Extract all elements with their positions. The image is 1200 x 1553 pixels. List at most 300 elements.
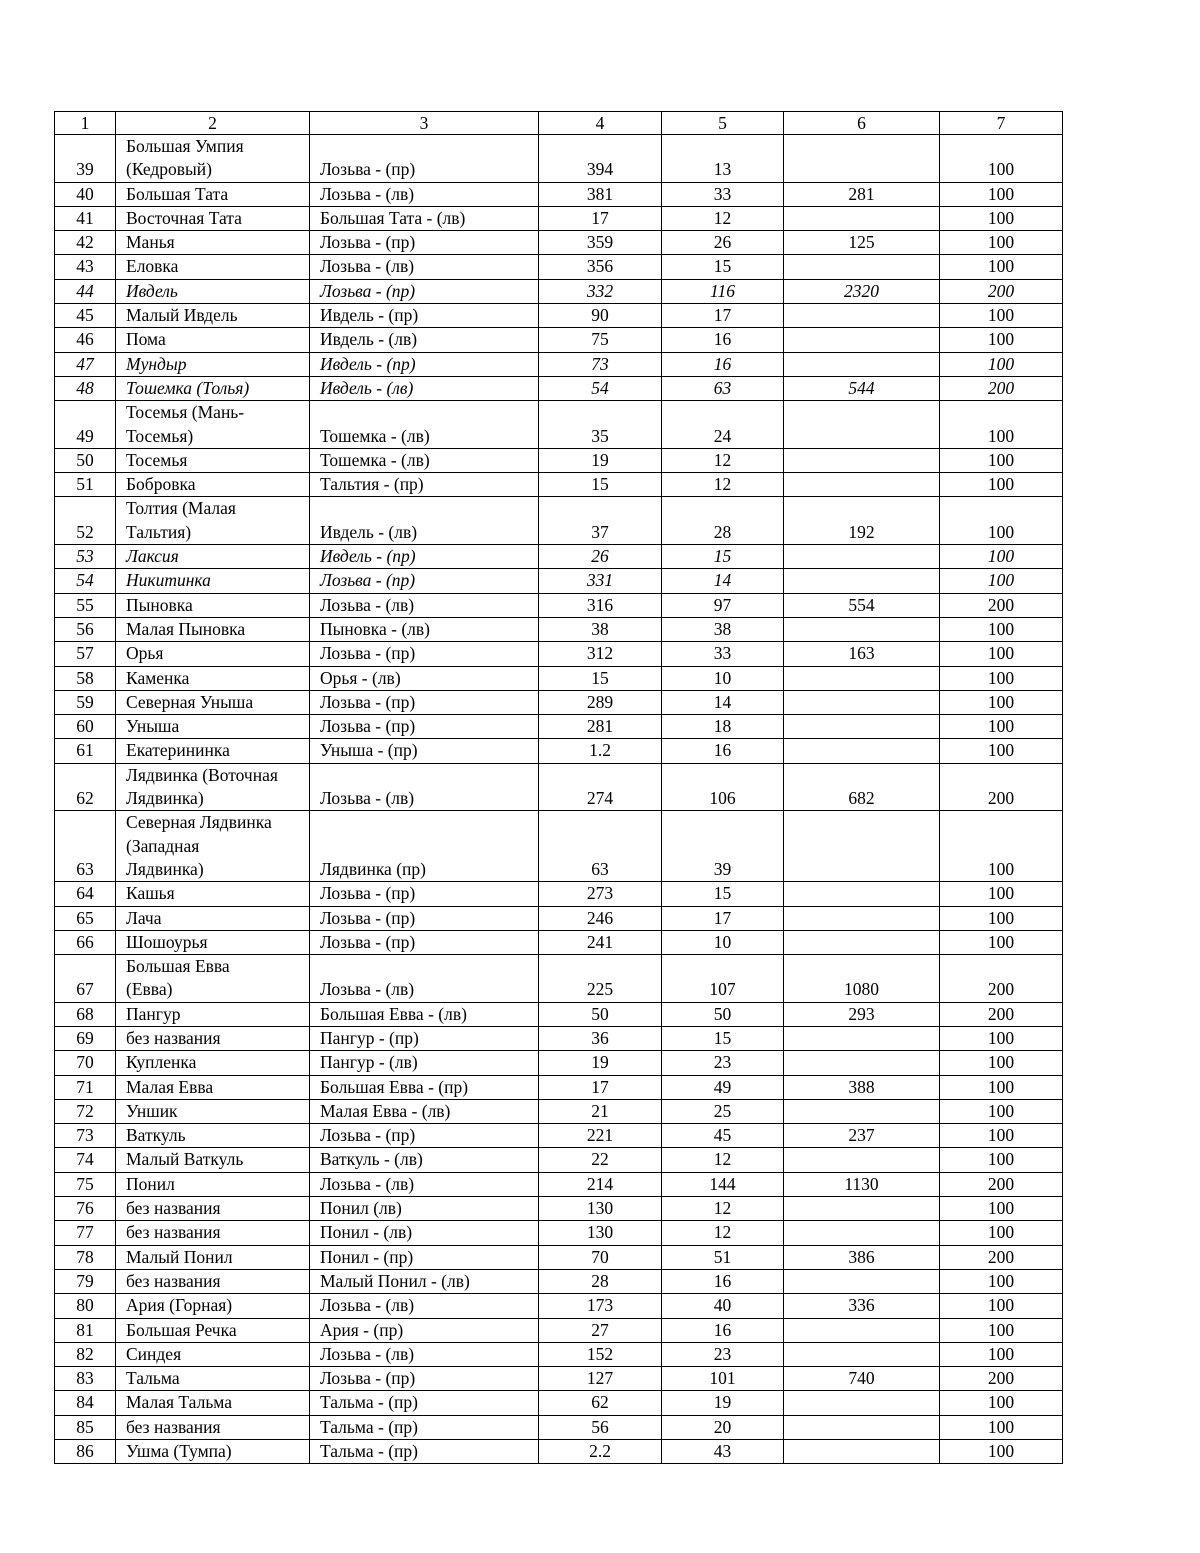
mouth-location-cell: Малая Евва - (лв) xyxy=(310,1099,539,1123)
area-cell: 388 xyxy=(784,1075,940,1099)
zone-width-cell: 100 xyxy=(940,739,1063,763)
zone-width-cell: 100 xyxy=(940,473,1063,497)
area-cell: 237 xyxy=(784,1124,940,1148)
zone-width-cell: 100 xyxy=(940,1415,1063,1439)
table-row xyxy=(55,376,1063,400)
river-name-cell: Тошемка (Толья) xyxy=(116,376,310,400)
mouth-location-cell: Лозьва - (лв) xyxy=(310,1172,539,1196)
mouth-location-cell: Лозьва - (пр) xyxy=(310,882,539,906)
mouth-location-cell: Лядвинка (пр) xyxy=(310,811,539,882)
river-name-cell: Уныша xyxy=(116,715,310,739)
zone-width-cell: 100 xyxy=(940,1026,1063,1050)
mouth-location-cell: Ивдель - (пр) xyxy=(310,304,539,328)
row-number-cell: 47 xyxy=(55,352,116,376)
length-cell: 16 xyxy=(662,1269,784,1293)
area-cell: 336 xyxy=(784,1294,940,1318)
river-name-cell: Малая Евва xyxy=(116,1075,310,1099)
table-row xyxy=(55,1026,1063,1050)
river-name-cell: Большая Умпия (Кедровый) xyxy=(116,135,310,183)
table-row xyxy=(55,304,1063,328)
length-cell: 12 xyxy=(662,206,784,230)
length-cell: 106 xyxy=(662,763,784,811)
mouth-location-cell: Ария - (пр) xyxy=(310,1318,539,1342)
area-cell: 544 xyxy=(784,376,940,400)
distance-cell: 54 xyxy=(539,376,662,400)
zone-width-cell: 100 xyxy=(940,135,1063,183)
mouth-location-cell: Тальма - (пр) xyxy=(310,1415,539,1439)
table-row xyxy=(55,1391,1063,1415)
row-number-cell: 79 xyxy=(55,1269,116,1293)
area-cell xyxy=(784,352,940,376)
length-cell: 15 xyxy=(662,1026,784,1050)
column-header: 5 xyxy=(662,112,784,135)
table-row xyxy=(55,763,1063,811)
table-row xyxy=(55,352,1063,376)
zone-width-cell: 100 xyxy=(940,231,1063,255)
river-name-cell: Кашья xyxy=(116,882,310,906)
area-cell: 682 xyxy=(784,763,940,811)
distance-cell: 27 xyxy=(539,1318,662,1342)
river-name-cell: Малый Ваткуль xyxy=(116,1148,310,1172)
table-row xyxy=(55,1440,1063,1464)
mouth-location-cell: Лозьва - (лв) xyxy=(310,593,539,617)
zone-width-cell: 100 xyxy=(940,182,1063,206)
mouth-location-cell: Большая Тата - (лв) xyxy=(310,206,539,230)
area-cell: 386 xyxy=(784,1245,940,1269)
zone-width-cell: 100 xyxy=(940,715,1063,739)
table-row xyxy=(55,1367,1063,1391)
mouth-location-cell: Лозьва - (лв) xyxy=(310,1294,539,1318)
area-cell xyxy=(784,1148,940,1172)
river-name-cell: Малый Понил xyxy=(116,1245,310,1269)
mouth-location-cell: Большая Евва - (пр) xyxy=(310,1075,539,1099)
length-cell: 101 xyxy=(662,1367,784,1391)
distance-cell: 38 xyxy=(539,617,662,641)
table-row xyxy=(55,1245,1063,1269)
table-row xyxy=(55,1124,1063,1148)
distance-cell: 17 xyxy=(539,1075,662,1099)
mouth-location-cell: Лозьва - (пр) xyxy=(310,1124,539,1148)
area-cell: 2320 xyxy=(784,279,940,303)
mouth-location-cell: Лозьва - (лв) xyxy=(310,955,539,1003)
river-name-cell: Тосемья (Мань- Тосемья) xyxy=(116,401,310,449)
zone-width-cell: 100 xyxy=(940,304,1063,328)
table-row xyxy=(55,690,1063,714)
length-cell: 97 xyxy=(662,593,784,617)
area-cell xyxy=(784,569,940,593)
area-cell xyxy=(784,206,940,230)
row-number-cell: 41 xyxy=(55,206,116,230)
distance-cell: 173 xyxy=(539,1294,662,1318)
area-cell xyxy=(784,811,940,882)
river-name-cell: Восточная Тата xyxy=(116,206,310,230)
mouth-location-cell: Лозьва - (пр) xyxy=(310,569,539,593)
river-name-cell: Пыновка xyxy=(116,593,310,617)
row-number-cell: 62 xyxy=(55,763,116,811)
length-cell: 51 xyxy=(662,1245,784,1269)
length-cell: 18 xyxy=(662,715,784,739)
table-row xyxy=(55,1172,1063,1196)
length-cell: 17 xyxy=(662,304,784,328)
table-row xyxy=(55,569,1063,593)
length-cell: 26 xyxy=(662,231,784,255)
distance-cell: 19 xyxy=(539,1051,662,1075)
length-cell: 12 xyxy=(662,1148,784,1172)
table-row xyxy=(55,617,1063,641)
row-number-cell: 43 xyxy=(55,255,116,279)
row-number-cell: 42 xyxy=(55,231,116,255)
row-number-cell: 58 xyxy=(55,666,116,690)
mouth-location-cell: Лозьва - (лв) xyxy=(310,255,539,279)
row-number-cell: 75 xyxy=(55,1172,116,1196)
area-cell: 163 xyxy=(784,642,940,666)
distance-cell: 130 xyxy=(539,1197,662,1221)
length-cell: 12 xyxy=(662,1221,784,1245)
header-row xyxy=(55,112,1063,135)
column-header: 2 xyxy=(116,112,310,135)
zone-width-cell: 100 xyxy=(940,1294,1063,1318)
table-row xyxy=(55,135,1063,183)
area-cell xyxy=(784,1318,940,1342)
row-number-cell: 72 xyxy=(55,1099,116,1123)
row-number-cell: 60 xyxy=(55,715,116,739)
mouth-location-cell: Лозьва - (лв) xyxy=(310,763,539,811)
river-name-cell: Лаксия xyxy=(116,545,310,569)
row-number-cell: 65 xyxy=(55,906,116,930)
length-cell: 15 xyxy=(662,882,784,906)
table-row xyxy=(55,1051,1063,1075)
mouth-location-cell: Лозьва - (пр) xyxy=(310,1367,539,1391)
distance-cell: 316 xyxy=(539,593,662,617)
area-cell xyxy=(784,1342,940,1366)
row-number-cell: 78 xyxy=(55,1245,116,1269)
length-cell: 116 xyxy=(662,279,784,303)
table-row xyxy=(55,231,1063,255)
mouth-location-cell: Ивдель - (лв) xyxy=(310,497,539,545)
area-cell: 554 xyxy=(784,593,940,617)
length-cell: 14 xyxy=(662,690,784,714)
river-name-cell: Ивдель xyxy=(116,279,310,303)
row-number-cell: 81 xyxy=(55,1318,116,1342)
mouth-location-cell: Понил - (лв) xyxy=(310,1221,539,1245)
mouth-location-cell: Ивдель - (лв) xyxy=(310,376,539,400)
row-number-cell: 83 xyxy=(55,1367,116,1391)
river-name-cell: без названия xyxy=(116,1221,310,1245)
distance-cell: 35 xyxy=(539,401,662,449)
zone-width-cell: 100 xyxy=(940,1075,1063,1099)
length-cell: 10 xyxy=(662,666,784,690)
zone-width-cell: 100 xyxy=(940,1197,1063,1221)
distance-cell: 394 xyxy=(539,135,662,183)
length-cell: 63 xyxy=(662,376,784,400)
mouth-location-cell: Большая Евва - (лв) xyxy=(310,1002,539,1026)
distance-cell: 225 xyxy=(539,955,662,1003)
zone-width-cell: 100 xyxy=(940,448,1063,472)
area-cell xyxy=(784,906,940,930)
river-name-cell: Северная Лядвинка (Западная Лядвинка) xyxy=(116,811,310,882)
river-name-cell: без названия xyxy=(116,1197,310,1221)
zone-width-cell: 100 xyxy=(940,811,1063,882)
area-cell xyxy=(784,1051,940,1075)
row-number-cell: 67 xyxy=(55,955,116,1003)
mouth-location-cell: Тальма - (пр) xyxy=(310,1391,539,1415)
river-name-cell: Лача xyxy=(116,906,310,930)
mouth-location-cell: Лозьва - (пр) xyxy=(310,715,539,739)
zone-width-cell: 100 xyxy=(940,1318,1063,1342)
row-number-cell: 56 xyxy=(55,617,116,641)
table-row xyxy=(55,955,1063,1003)
zone-width-cell: 100 xyxy=(940,690,1063,714)
zone-width-cell: 100 xyxy=(940,882,1063,906)
table-row xyxy=(55,666,1063,690)
zone-width-cell: 200 xyxy=(940,1245,1063,1269)
table-row xyxy=(55,906,1063,930)
length-cell: 38 xyxy=(662,617,784,641)
table-row xyxy=(55,206,1063,230)
river-name-cell: Малая Пыновка xyxy=(116,617,310,641)
length-cell: 28 xyxy=(662,497,784,545)
mouth-location-cell: Ивдель - (пр) xyxy=(310,352,539,376)
length-cell: 15 xyxy=(662,255,784,279)
table-row xyxy=(55,1269,1063,1293)
row-number-cell: 84 xyxy=(55,1391,116,1415)
length-cell: 14 xyxy=(662,569,784,593)
column-header: 1 xyxy=(55,112,116,135)
table-row xyxy=(55,811,1063,882)
table-row xyxy=(55,1415,1063,1439)
area-cell: 125 xyxy=(784,231,940,255)
river-name-cell: Еловка xyxy=(116,255,310,279)
area-cell xyxy=(784,401,940,449)
river-name-cell: Толтия (Малая Тальтия) xyxy=(116,497,310,545)
area-cell: 281 xyxy=(784,182,940,206)
table-row xyxy=(55,1221,1063,1245)
area-cell xyxy=(784,690,940,714)
row-number-cell: 74 xyxy=(55,1148,116,1172)
table-row xyxy=(55,1075,1063,1099)
zone-width-cell: 100 xyxy=(940,1148,1063,1172)
distance-cell: 26 xyxy=(539,545,662,569)
zone-width-cell: 200 xyxy=(940,593,1063,617)
row-number-cell: 73 xyxy=(55,1124,116,1148)
table-row xyxy=(55,545,1063,569)
river-name-cell: Никитинка xyxy=(116,569,310,593)
table-row xyxy=(55,1318,1063,1342)
table-row xyxy=(55,642,1063,666)
table-body xyxy=(55,135,1063,1464)
row-number-cell: 77 xyxy=(55,1221,116,1245)
table-row xyxy=(55,448,1063,472)
length-cell: 13 xyxy=(662,135,784,183)
table-row xyxy=(55,473,1063,497)
distance-cell: 28 xyxy=(539,1269,662,1293)
river-name-cell: Купленка xyxy=(116,1051,310,1075)
river-name-cell: Ария (Горная) xyxy=(116,1294,310,1318)
row-number-cell: 66 xyxy=(55,930,116,954)
mouth-location-cell: Тошемка - (лв) xyxy=(310,448,539,472)
zone-width-cell: 100 xyxy=(940,1440,1063,1464)
area-cell xyxy=(784,666,940,690)
distance-cell: 37 xyxy=(539,497,662,545)
mouth-location-cell: Пангур - (лв) xyxy=(310,1051,539,1075)
length-cell: 16 xyxy=(662,352,784,376)
mouth-location-cell: Понил - (пр) xyxy=(310,1245,539,1269)
area-cell xyxy=(784,1415,940,1439)
length-cell: 25 xyxy=(662,1099,784,1123)
distance-cell: 274 xyxy=(539,763,662,811)
distance-cell: 36 xyxy=(539,1026,662,1050)
mouth-location-cell: Понил (лв) xyxy=(310,1197,539,1221)
row-number-cell: 64 xyxy=(55,882,116,906)
length-cell: 17 xyxy=(662,906,784,930)
area-cell: 1080 xyxy=(784,955,940,1003)
mouth-location-cell: Уныша - (пр) xyxy=(310,739,539,763)
row-number-cell: 44 xyxy=(55,279,116,303)
length-cell: 33 xyxy=(662,182,784,206)
row-number-cell: 70 xyxy=(55,1051,116,1075)
distance-cell: 73 xyxy=(539,352,662,376)
river-data-table xyxy=(54,111,1063,1464)
distance-cell: 19 xyxy=(539,448,662,472)
distance-cell: 15 xyxy=(539,666,662,690)
length-cell: 107 xyxy=(662,955,784,1003)
zone-width-cell: 100 xyxy=(940,497,1063,545)
row-number-cell: 50 xyxy=(55,448,116,472)
length-cell: 45 xyxy=(662,1124,784,1148)
zone-width-cell: 200 xyxy=(940,1002,1063,1026)
area-cell xyxy=(784,473,940,497)
mouth-location-cell: Лозьва - (пр) xyxy=(310,231,539,255)
distance-cell: 359 xyxy=(539,231,662,255)
row-number-cell: 69 xyxy=(55,1026,116,1050)
area-cell xyxy=(784,545,940,569)
distance-cell: 70 xyxy=(539,1245,662,1269)
row-number-cell: 71 xyxy=(55,1075,116,1099)
area-cell xyxy=(784,882,940,906)
river-name-cell: Ушма (Тумпа) xyxy=(116,1440,310,1464)
zone-width-cell: 100 xyxy=(940,930,1063,954)
area-cell xyxy=(784,255,940,279)
length-cell: 12 xyxy=(662,473,784,497)
table-row xyxy=(55,182,1063,206)
river-name-cell: Пома xyxy=(116,328,310,352)
river-name-cell: Орья xyxy=(116,642,310,666)
row-number-cell: 86 xyxy=(55,1440,116,1464)
river-name-cell: Манья xyxy=(116,231,310,255)
area-cell xyxy=(784,328,940,352)
distance-cell: 241 xyxy=(539,930,662,954)
row-number-cell: 63 xyxy=(55,811,116,882)
river-name-cell: Бобровка xyxy=(116,473,310,497)
zone-width-cell: 200 xyxy=(940,1172,1063,1196)
row-number-cell: 55 xyxy=(55,593,116,617)
row-number-cell: 59 xyxy=(55,690,116,714)
area-cell xyxy=(784,1221,940,1245)
mouth-location-cell: Лозьва - (пр) xyxy=(310,135,539,183)
mouth-location-cell: Тошемка - (лв) xyxy=(310,401,539,449)
area-cell xyxy=(784,1197,940,1221)
column-header: 4 xyxy=(539,112,662,135)
river-name-cell: Лядвинка (Воточная Лядвинка) xyxy=(116,763,310,811)
area-cell: 740 xyxy=(784,1367,940,1391)
distance-cell: 75 xyxy=(539,328,662,352)
length-cell: 43 xyxy=(662,1440,784,1464)
area-cell xyxy=(784,1099,940,1123)
river-name-cell: Понил xyxy=(116,1172,310,1196)
length-cell: 12 xyxy=(662,448,784,472)
mouth-location-cell: Малый Понил - (лв) xyxy=(310,1269,539,1293)
zone-width-cell: 100 xyxy=(940,1051,1063,1075)
river-name-cell: Пангур xyxy=(116,1002,310,1026)
distance-cell: 289 xyxy=(539,690,662,714)
river-name-cell: Северная Уныша xyxy=(116,690,310,714)
distance-cell: 246 xyxy=(539,906,662,930)
zone-width-cell: 200 xyxy=(940,376,1063,400)
zone-width-cell: 100 xyxy=(940,401,1063,449)
area-cell: 1130 xyxy=(784,1172,940,1196)
mouth-location-cell: Лозьва - (пр) xyxy=(310,642,539,666)
distance-cell: 17 xyxy=(539,206,662,230)
zone-width-cell: 100 xyxy=(940,255,1063,279)
river-name-cell: Екатерининка xyxy=(116,739,310,763)
zone-width-cell: 100 xyxy=(940,1124,1063,1148)
table-row xyxy=(55,715,1063,739)
row-number-cell: 52 xyxy=(55,497,116,545)
length-cell: 33 xyxy=(662,642,784,666)
column-header: 3 xyxy=(310,112,539,135)
distance-cell: 152 xyxy=(539,1342,662,1366)
row-number-cell: 61 xyxy=(55,739,116,763)
area-cell xyxy=(784,304,940,328)
zone-width-cell: 100 xyxy=(940,1342,1063,1366)
mouth-location-cell: Лозьва - (пр) xyxy=(310,906,539,930)
table-row xyxy=(55,739,1063,763)
row-number-cell: 40 xyxy=(55,182,116,206)
distance-cell: 281 xyxy=(539,715,662,739)
area-cell: 192 xyxy=(784,497,940,545)
mouth-location-cell: Орья - (лв) xyxy=(310,666,539,690)
row-number-cell: 57 xyxy=(55,642,116,666)
distance-cell: 15 xyxy=(539,473,662,497)
area-cell xyxy=(784,135,940,183)
length-cell: 24 xyxy=(662,401,784,449)
area-cell: 293 xyxy=(784,1002,940,1026)
zone-width-cell: 100 xyxy=(940,328,1063,352)
distance-cell: 130 xyxy=(539,1221,662,1245)
distance-cell: 90 xyxy=(539,304,662,328)
zone-width-cell: 200 xyxy=(940,279,1063,303)
row-number-cell: 48 xyxy=(55,376,116,400)
table-row xyxy=(55,930,1063,954)
area-cell xyxy=(784,1026,940,1050)
river-name-cell: Тальма xyxy=(116,1367,310,1391)
table-row xyxy=(55,255,1063,279)
zone-width-cell: 100 xyxy=(940,1269,1063,1293)
area-cell xyxy=(784,1440,940,1464)
table-row xyxy=(55,1099,1063,1123)
mouth-location-cell: Лозьва - (лв) xyxy=(310,1342,539,1366)
mouth-location-cell: Тальма - (пр) xyxy=(310,1440,539,1464)
mouth-location-cell: Тальтия - (пр) xyxy=(310,473,539,497)
table-row xyxy=(55,1294,1063,1318)
zone-width-cell: 100 xyxy=(940,352,1063,376)
table-row xyxy=(55,1342,1063,1366)
length-cell: 23 xyxy=(662,1342,784,1366)
area-cell xyxy=(784,715,940,739)
river-name-cell: Каменка xyxy=(116,666,310,690)
row-number-cell: 39 xyxy=(55,135,116,183)
distance-cell: 356 xyxy=(539,255,662,279)
